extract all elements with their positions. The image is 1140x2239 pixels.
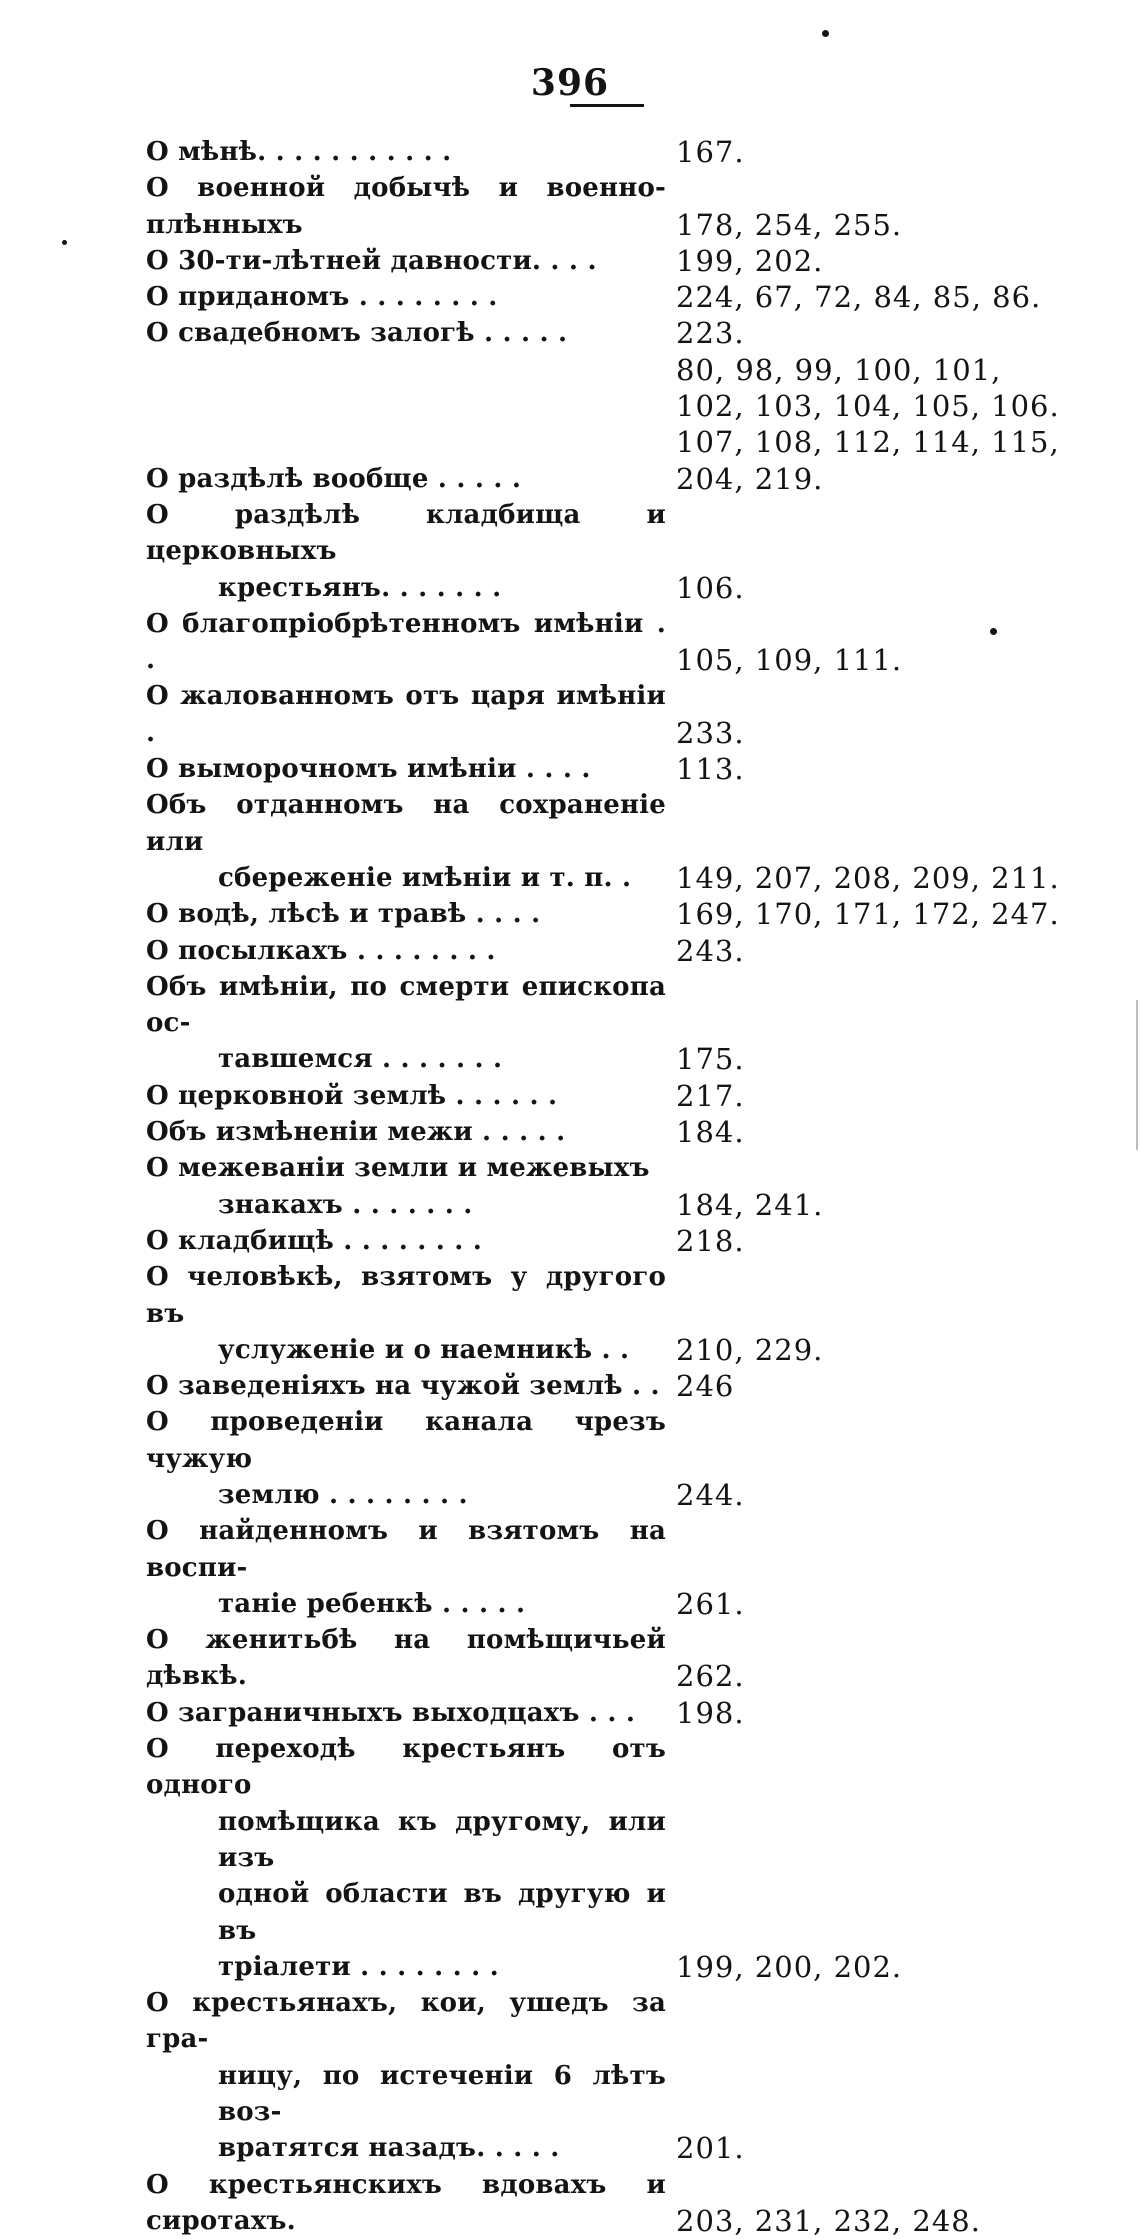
index-entry — [146, 315, 1096, 351]
entry-page-references: 244. — [676, 1477, 745, 1512]
entry-topic — [146, 969, 666, 1078]
entry-page-references: 246 — [676, 1369, 735, 1404]
index-entry — [146, 243, 1096, 279]
entry-page-references: 218. — [676, 1223, 745, 1258]
entry-topic-line: О водѣ, лѣсѣ и травѣ . . . . — [146, 899, 541, 930]
entry-topic-line: вратятся назадъ. . . . . — [218, 2133, 560, 2164]
entry-topic-line: О выморочномъ имѣніи . . . . — [146, 754, 591, 785]
entry-topic — [146, 751, 666, 787]
entry-topic-line: О церковной землѣ . . . . . . — [146, 1080, 558, 1111]
index-entry — [146, 134, 1096, 170]
index-entry — [146, 352, 1096, 497]
entry-topic — [146, 1114, 666, 1150]
page-edge-shadow — [1136, 1000, 1138, 1150]
entry-page-references: 203, 231, 232, 248. — [676, 2203, 981, 2238]
index-entry — [146, 1695, 1096, 1731]
entry-topic-line: сбереженіе имѣніи и т. п. . — [218, 862, 632, 893]
index-entry — [146, 1114, 1096, 1150]
entry-topic-line: О благопріобрѣтенномъ имѣніи . . — [146, 608, 666, 676]
entry-topic-line: О проведеніи канала чрезъ чужую — [146, 1407, 666, 1474]
entry-topic-line: землю . . . . . . . . — [218, 1479, 468, 1510]
index-entry — [146, 1078, 1096, 1114]
page-number: 396 — [530, 62, 610, 104]
entry-topic-line: О свадебномъ залогѣ . . . . . — [146, 318, 568, 349]
entry-topic-line: О женитьбѣ на помѣщичьей дѣвкѣ. — [146, 1625, 666, 1692]
ink-speck — [62, 240, 67, 245]
index-entry — [146, 1985, 1096, 2166]
entry-topic — [146, 896, 666, 932]
entry-page-references: 198. — [676, 1695, 745, 1730]
entry-page-references: 178, 254, 255. — [676, 207, 903, 242]
entry-page-references: 217. — [676, 1078, 745, 1113]
entry-topic-line: Объ отданномъ на сохраненіе или — [146, 790, 666, 857]
index-entry — [146, 170, 1096, 243]
entry-topic-line: О кладбищѣ . . . . . . . . — [146, 1225, 483, 1256]
index-entry — [146, 1513, 1096, 1622]
index-entry — [146, 1731, 1096, 1985]
entry-topic — [146, 1078, 666, 1114]
entry-page-references: 149, 207, 208, 209, 211. — [676, 860, 1060, 895]
entry-topic-line: О переходѣ крестьянъ отъ одного — [146, 1734, 666, 1801]
entry-page-references: 224, 67, 72, 84, 85, 86. — [676, 280, 1042, 315]
entry-page-references: 167. — [676, 135, 745, 169]
index-entry — [146, 933, 1096, 969]
entry-topic-line: О человѣкѣ, взятомъ у другого въ — [146, 1262, 666, 1329]
entry-topic-line: О приданомъ . . . . . . . . — [146, 282, 498, 313]
entry-topic — [146, 1695, 666, 1731]
entry-page-references: 201. — [676, 2131, 745, 2166]
entry-page-references: 261. — [676, 1586, 745, 1621]
entry-topic — [146, 1985, 666, 2166]
entry-topic-line: О мѣнѣ. . . . . . . . . . . — [146, 137, 452, 167]
index-entry — [146, 497, 1096, 606]
entry-topic-line: знакахъ . . . . . . . — [218, 1189, 473, 1220]
entry-topic-line: Объ измѣненіи межи . . . . . — [146, 1117, 566, 1148]
entry-topic-line: услуженіе и о наемникѣ . . — [218, 1334, 630, 1365]
entry-topic — [146, 497, 666, 606]
entry-page-references: 184, 241. — [676, 1187, 824, 1222]
entry-topic — [146, 134, 666, 170]
entry-topic-line: О посылкахъ . . . . . . . . — [146, 935, 496, 966]
index-entry — [146, 1259, 1096, 1368]
entry-topic-line: ницу, по истеченіи 6 лѣтъ воз- — [218, 2060, 666, 2128]
entry-topic — [146, 1404, 666, 1513]
entry-topic — [146, 606, 666, 679]
entry-page-references: 106. — [676, 570, 745, 605]
entry-topic-line: Объ имѣніи, по смерти епископа ос- — [146, 971, 666, 1039]
entry-topic-line: одной области въ другую и въ — [218, 1879, 666, 1946]
subject-index — [146, 134, 1096, 2239]
entry-page-references: 80, 98, 99, 100, 101, 102, 103, 104, 105, 106. 107, 108, 112, 114, 115, 204, 219. — [676, 352, 1060, 496]
entry-topic — [146, 933, 666, 969]
entry-topic — [146, 1513, 666, 1622]
entry-topic-line: О жалованномъ отъ царя имѣніи . — [146, 681, 666, 748]
entry-page-references: 113. — [676, 752, 745, 787]
entry-topic-line: О военной добычѣ и военно-плѣнныхъ — [146, 173, 666, 240]
index-entry — [146, 969, 1096, 1078]
entry-topic-line: О межеваніи земли и межевыхъ — [146, 1153, 650, 1184]
entry-page-references: 105, 109, 111. — [676, 643, 903, 678]
index-entry — [146, 1223, 1096, 1259]
index-entry — [146, 787, 1096, 896]
entry-page-references: 243. — [676, 933, 745, 968]
entry-topic-line: крестьянъ. . . . . . . — [218, 572, 502, 603]
entry-topic — [146, 1368, 666, 1404]
entry-page-references: 233. — [676, 715, 745, 750]
entry-topic — [146, 1259, 666, 1368]
index-entry — [146, 1622, 1096, 1695]
entry-topic — [146, 787, 666, 896]
entry-page-references: 199, 202. — [676, 243, 824, 278]
entry-topic — [146, 678, 666, 751]
entry-topic — [146, 2167, 666, 2239]
entry-topic — [146, 315, 666, 351]
entry-topic-line: таніе ребенкѣ . . . . . — [218, 1588, 526, 1619]
entry-topic — [146, 279, 666, 315]
entry-page-references: 223. — [676, 316, 745, 351]
entry-page-references: 184. — [676, 1115, 745, 1150]
entry-topic — [146, 243, 666, 279]
entry-topic-line: О заведеніяхъ на чужой землѣ . . — [146, 1371, 660, 1402]
entry-page-references: 199, 200, 202. — [676, 1949, 903, 1984]
ink-speck — [990, 628, 997, 635]
entry-topic — [146, 1731, 666, 1985]
entry-topic — [146, 1223, 666, 1259]
index-entry — [146, 1404, 1096, 1513]
entry-topic-line: О найденномъ и взятомъ на воспи- — [146, 1516, 666, 1583]
entry-page-references: 169, 170, 171, 172, 247. — [676, 897, 1060, 932]
index-entry — [146, 1150, 1096, 1223]
page-number-underline — [570, 104, 644, 107]
entry-topic-line: помѣщика къ другому, или изъ — [218, 1806, 666, 1873]
entry-page-references: 210, 229. — [676, 1332, 824, 1367]
entry-topic — [146, 461, 666, 497]
entry-topic-line: тріалети . . . . . . . . — [218, 1951, 499, 1982]
entry-topic — [146, 1622, 666, 1695]
entry-topic-line: тавшемся . . . . . . . — [218, 1044, 503, 1075]
entry-topic-line: О заграничныхъ выходцахъ . . . — [146, 1697, 636, 1728]
ink-speck — [822, 30, 829, 37]
index-entry — [146, 279, 1096, 315]
index-entry — [146, 1368, 1096, 1404]
index-entry — [146, 606, 1096, 679]
index-entry — [146, 678, 1096, 751]
entry-page-references: 175. — [676, 1042, 745, 1077]
entry-topic-line: О раздѣлѣ вообще . . . . . — [146, 463, 522, 494]
entry-page-references: 262. — [676, 1659, 745, 1694]
entry-topic-line: О крестьянахъ, кои, ушедъ за гра- — [146, 1988, 666, 2055]
entry-topic-line: О 30-ти-лѣтней давности. . . . — [146, 245, 597, 276]
entry-topic — [146, 1150, 666, 1223]
entry-topic-line: О раздѣлѣ кладбища и церковныхъ — [146, 499, 666, 567]
entry-topic — [146, 170, 666, 243]
entry-topic-line: О крестьянскихъ вдовахъ и сиротахъ. — [146, 2169, 666, 2236]
index-entry — [146, 751, 1096, 787]
index-entry — [146, 2167, 1096, 2239]
index-entry — [146, 896, 1096, 932]
